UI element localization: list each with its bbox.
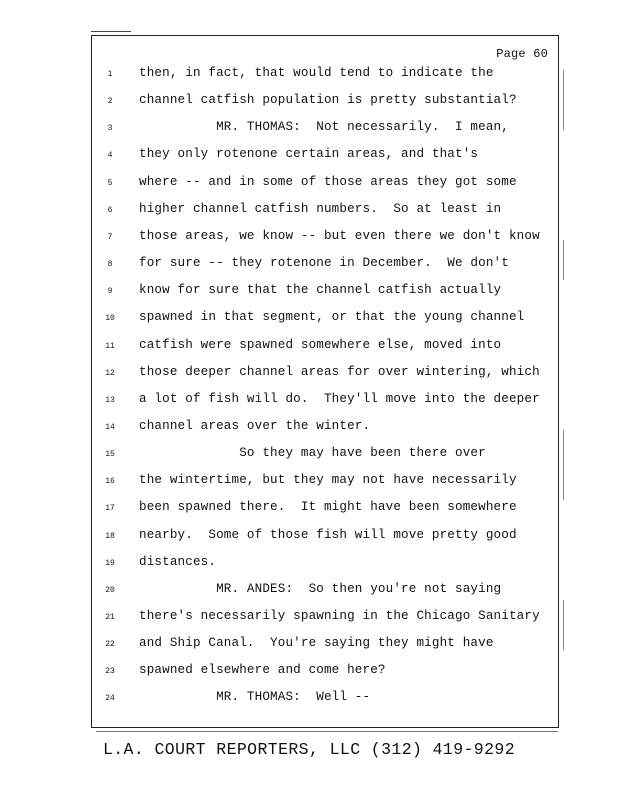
line-text: catfish were spawned somewhere else, moved into bbox=[139, 337, 502, 352]
line-number: 14 bbox=[105, 422, 115, 432]
line-text: channel catfish population is pretty substantial? bbox=[139, 93, 517, 108]
line-number: 22 bbox=[105, 640, 115, 650]
transcript-line bbox=[96, 93, 558, 113]
line-number: 12 bbox=[105, 368, 115, 378]
line-number: 7 bbox=[107, 232, 113, 242]
line-number: 10 bbox=[105, 314, 115, 324]
scan-edge-mark bbox=[563, 430, 564, 500]
line-text: spawned in that segment, or that the young channel bbox=[139, 310, 525, 325]
line-text: know for sure that the channel catfish actually bbox=[139, 283, 502, 298]
line-number: 1 bbox=[107, 70, 113, 79]
transcript-line bbox=[96, 229, 558, 249]
line-text: those areas, we know -- but even there we don't know bbox=[139, 228, 540, 243]
line-number: 5 bbox=[107, 178, 113, 188]
line-text: a lot of fish will do. They'll move into the deeper bbox=[139, 391, 540, 406]
line-number: 23 bbox=[105, 667, 115, 677]
line-text: MR. ANDES: So then you're not saying bbox=[139, 581, 502, 596]
transcript-line bbox=[96, 555, 558, 575]
transcript-line bbox=[96, 636, 558, 656]
bottom-rule bbox=[96, 731, 558, 732]
line-text: spawned elsewhere and come here? bbox=[139, 663, 386, 678]
page-number: Page 60 bbox=[496, 47, 548, 61]
transcript-line bbox=[96, 66, 558, 86]
footer-reporter-info: L.A. COURT REPORTERS, LLC (312) 419-9292 bbox=[102, 740, 516, 759]
scan-edge-mark bbox=[563, 70, 564, 130]
line-number: 6 bbox=[107, 205, 113, 215]
line-text: higher channel catfish numbers. So at least in bbox=[139, 201, 502, 216]
frame-top-dash bbox=[91, 31, 131, 32]
line-text: then, in fact, that would tend to indicate the bbox=[139, 66, 494, 80]
transcript-line bbox=[96, 690, 558, 710]
line-text: So they may have been there over bbox=[139, 446, 486, 461]
line-text: where -- and in some of those areas they got some bbox=[139, 174, 517, 189]
transcript-line bbox=[96, 473, 558, 493]
line-text: the wintertime, but they may not have necessarily bbox=[139, 473, 517, 488]
transcript-line bbox=[96, 338, 558, 358]
transcript-line bbox=[96, 283, 558, 303]
line-text: there's necessarily spawning in the Chicago Sanitary bbox=[139, 609, 540, 623]
transcript-line bbox=[96, 310, 558, 330]
line-number: 17 bbox=[105, 504, 115, 514]
transcript-line bbox=[96, 419, 558, 439]
transcript-line bbox=[96, 446, 558, 466]
transcript-line bbox=[96, 528, 558, 548]
line-text: those deeper channel areas for over wintering, which bbox=[139, 364, 540, 379]
line-number: 2 bbox=[107, 97, 113, 107]
line-text: nearby. Some of those fish will move pretty good bbox=[139, 527, 517, 542]
transcript-line bbox=[96, 120, 558, 140]
line-number: 9 bbox=[107, 287, 113, 297]
line-text: and Ship Canal. You're saying they might have bbox=[139, 636, 494, 651]
line-number: 24 bbox=[105, 694, 115, 704]
transcript-line bbox=[96, 609, 558, 629]
line-number: 21 bbox=[105, 613, 115, 622]
line-number: 4 bbox=[107, 151, 113, 161]
scan-edge-mark bbox=[563, 240, 564, 280]
line-number: 18 bbox=[105, 531, 115, 541]
line-text: MR. THOMAS: Not necessarily. I mean, bbox=[139, 120, 509, 135]
line-number: 8 bbox=[107, 260, 113, 269]
line-text: for sure -- they rotenone in December. We don't bbox=[139, 256, 509, 270]
transcript-line bbox=[96, 582, 558, 602]
line-text: channel areas over the winter. bbox=[139, 418, 371, 433]
transcript-line bbox=[96, 147, 558, 167]
line-number: 20 bbox=[105, 585, 115, 595]
line-text: they only rotenone certain areas, and that's bbox=[139, 147, 479, 162]
line-text: MR. THOMAS: Well -- bbox=[139, 690, 371, 705]
transcript-line bbox=[96, 392, 558, 412]
line-number: 19 bbox=[105, 558, 115, 568]
transcript-line bbox=[96, 663, 558, 683]
transcript-line bbox=[96, 175, 558, 195]
scan-edge-mark bbox=[563, 600, 564, 650]
line-number: 11 bbox=[105, 341, 115, 351]
line-number: 16 bbox=[105, 477, 115, 487]
transcript-line bbox=[96, 256, 558, 276]
line-text: distances. bbox=[139, 554, 217, 569]
line-number: 3 bbox=[107, 124, 113, 134]
transcript-line bbox=[96, 500, 558, 520]
transcript-line bbox=[96, 202, 558, 222]
line-text: been spawned there. It might have been somewhere bbox=[139, 500, 517, 515]
line-number: 13 bbox=[105, 395, 115, 405]
line-number: 15 bbox=[105, 450, 115, 460]
transcript-line bbox=[96, 365, 558, 385]
